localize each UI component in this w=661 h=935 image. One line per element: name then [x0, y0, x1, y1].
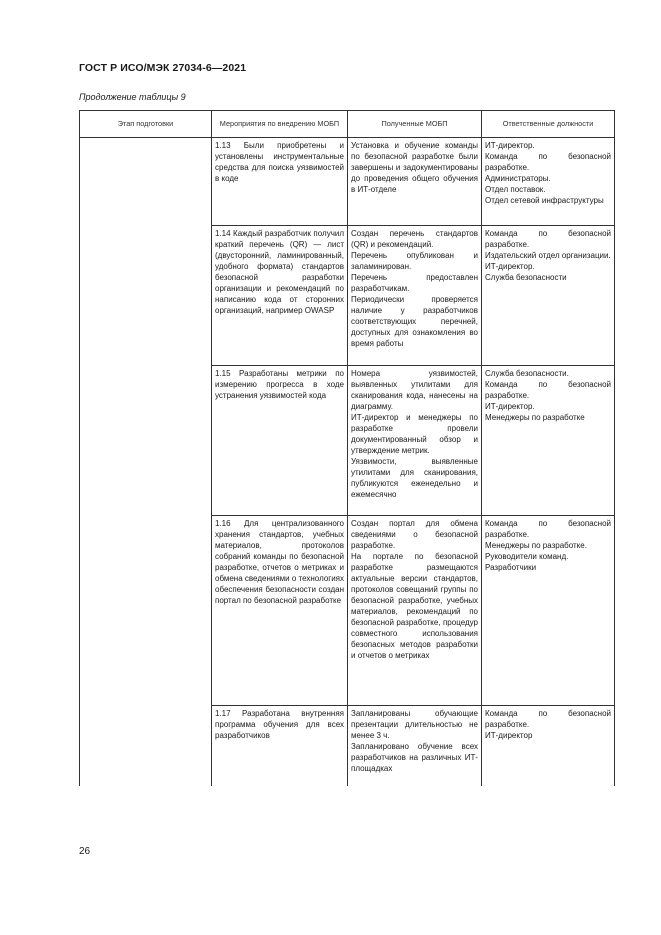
measure-cell: 1.16 Для централизованного хранения стандартов, учебных материалов, протоколов собраний команды по безопасной разработке, отчетов о метриках и обмена сведениями о технологиях обеспечения безопасности создан портал по безопасной разработке [212, 516, 348, 706]
table-row [80, 138, 615, 226]
results-cell: Создан портал для обмена сведениями о безопасной разработке. На портале по безопасной разработке размещаются актуальные версии стандартов, протоколов совещаний группы по безопасной разработке, учебных материалов, рекомендаций по безопасной разработке, процедур совместного использования безопасных методов разработки и отчетов о метриках [348, 516, 482, 706]
results-cell: Запланированы обучающие презентации длительностью не менее 3 ч. Запланировано обучение всех разработчиков на различных ИТ-площадках [348, 706, 482, 786]
roles-cell: Команда по безопасной разработке. Менеджеры по разработке. Руководители команд. Разработчики [482, 516, 615, 706]
table-caption: Продолжение таблицы 9 [79, 92, 186, 102]
results-cell: Создан перечень стандартов (QR) и рекомендаций. Перечень опубликован и заламинирован. Перечень предоставлен разработчикам. Периодически проверяется наличие у разработчиков соответствующих перечней, доступных для ознакомления во время работы [348, 226, 482, 366]
column-header-measures: Мероприятия по внедрению МОБП [212, 111, 348, 138]
column-header-results: Полученные МОБП [348, 111, 482, 138]
roles-cell: Команда по безопасной разработке. Издательский отдел организации. ИТ-директор. Служба безопасности [482, 226, 615, 366]
table-header-row [80, 111, 615, 138]
roles-cell: Команда по безопасной разработке. ИТ-директор [482, 706, 615, 786]
measure-cell: 1.17 Разработана внутренняя программа обучения для всех разработчиков [212, 706, 348, 786]
column-header-roles: Ответственные должности [482, 111, 615, 138]
measure-cell: 1.14 Каждый разработчик получил краткий перечень (QR) — лист (двусторонний, ламинированный, удобного формата) стандартов безопасной разработки организации и рекомендаций по написанию кода от сторонних организаций, например OWASP [212, 226, 348, 366]
measure-cell: 1.13 Были приобретены и установлены инструментальные средства для поиска уязвимостей в коде [212, 138, 348, 226]
measure-cell: 1.15 Разработаны метрики по измерению прогресса в ходе устранения уязвимостей кода [212, 366, 348, 516]
results-cell: Номера уязвимостей, выявленных утилитами для сканирования кода, нанесены на диаграмму. ИТ-директор и менеджеры по разработке провели документированный обзор и утверждение метрик. Уязвимости, выявленные утилитами для сканирования, публикуются еженедельно и ежемесячно [348, 366, 482, 516]
roles-cell: Служба безопасности. Команда по безопасной разработке. ИТ-директор. Менеджеры по разработке [482, 366, 615, 516]
roles-cell: ИТ-директор. Команда по безопасной разработке. Администраторы. Отдел поставок. Отдел сетевой инфраструктуры [482, 138, 615, 226]
stage-cell [80, 138, 212, 786]
document-title: ГОСТ Р ИСО/МЭК 27034-6—2021 [79, 62, 247, 74]
main-table [79, 110, 615, 786]
column-header-stage: Этап подготовки [80, 111, 212, 138]
page-number: 26 [79, 846, 91, 857]
results-cell: Установка и обучение команды по безопасной разработке были завершены и задокументированы до проведения общего обучения в ИТ-отделе [348, 138, 482, 226]
